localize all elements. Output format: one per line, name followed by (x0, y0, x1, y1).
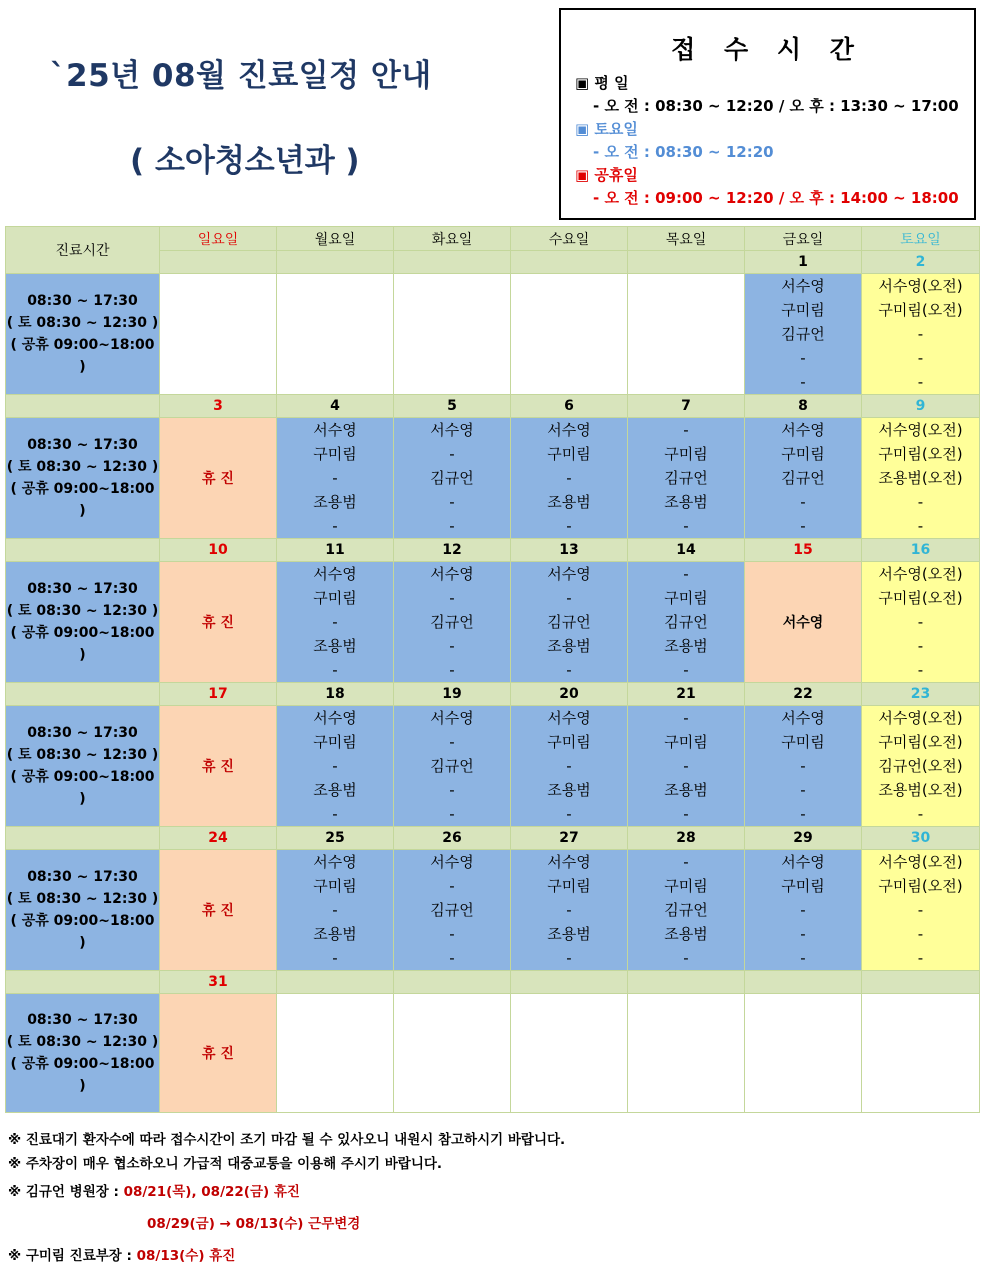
schedule-row (6, 706, 980, 827)
clinic-hours-line: ( 공휴 09:00~18:00 ) (10, 769, 155, 807)
doctor-entry: 서수영 (313, 421, 357, 439)
doctor-entry: - (683, 949, 689, 967)
doctor-entry: - (566, 469, 572, 487)
weekday-hours: - 오 전 : 08:30 ~ 12:20 / 오 후 : 13:30 ~ 17:00 (593, 97, 959, 115)
doctor-entry: - (566, 517, 572, 535)
date-cell (394, 971, 511, 994)
doctor-entry: 김규언 (664, 469, 708, 487)
clinic-hours-line: ( 공휴 09:00~18:00 ) (10, 1056, 155, 1094)
date-cell (628, 251, 745, 274)
date-cell: 26 (394, 827, 511, 850)
clinic-hours-cell (6, 994, 160, 1113)
doctor-entry: 구미림 (313, 445, 357, 463)
clinic-hours-line: ( 토 08:30 ~ 12:30 ) (6, 315, 159, 331)
day-schedule-cell (511, 562, 628, 683)
day-schedule-cell (628, 418, 745, 539)
doctor-entry: - (566, 757, 572, 775)
empty-day-cell (277, 274, 394, 395)
doctor-entry: - (683, 853, 689, 871)
clinic-hours-line: ( 토 08:30 ~ 12:30 ) (6, 891, 159, 907)
clinic-hours-line: ( 공휴 09:00~18:00 ) (10, 625, 155, 663)
doctor-entry: - (917, 949, 924, 967)
date-cell: 9 (862, 395, 980, 418)
doctor-entry: 서수영(오전) (878, 853, 963, 871)
date-cell (511, 251, 628, 274)
doctor-entry: - (566, 661, 572, 679)
doctor-entry: - (449, 949, 455, 967)
date-cell: 11 (277, 539, 394, 562)
date-cell: 2 (862, 251, 980, 274)
day-schedule-cell (277, 706, 394, 827)
doctor-entry: - (332, 757, 338, 775)
doctor-entry: 김규언 (781, 469, 825, 487)
doctor-entry: 조용범(오전) (878, 781, 963, 799)
day-schedule-cell (394, 706, 511, 827)
doctor-entry: - (449, 637, 455, 655)
doctor-entry: 조용범 (547, 925, 591, 943)
doctor-entry: 조용범 (313, 493, 357, 511)
doctor-entry: - (917, 901, 924, 919)
doctor-entry: 서수영 (547, 565, 591, 583)
date-cell: 24 (160, 827, 277, 850)
doctor-entry: 서수영 (781, 421, 825, 439)
doctor-entry: 구미림 (547, 733, 591, 751)
doctor-entry: - (449, 493, 455, 511)
doctor-entry: - (800, 373, 806, 391)
notice-gu (8, 1244, 235, 1264)
clinic-hours-cell (6, 562, 160, 683)
doctor-entry: - (449, 733, 455, 751)
date-cell: 20 (511, 683, 628, 706)
doctor-entry: - (917, 661, 924, 679)
day-header-saturday: 토요일 (862, 227, 980, 251)
doctor-entry: - (800, 949, 806, 967)
date-cell: 28 (628, 827, 745, 850)
clinic-hours-cell (6, 706, 160, 827)
doctor-entry: - (917, 637, 924, 655)
doctor-entry: 서수영(오전) (878, 565, 963, 583)
date-cell (628, 971, 745, 994)
doctor-entry: 김규언 (430, 901, 474, 919)
doctor-entry: 조용범 (547, 781, 591, 799)
doctor-entry: - (566, 589, 572, 607)
doctor-entry: 조용범 (313, 925, 357, 943)
doctor-entry: - (449, 925, 455, 943)
doctor-entry: 서수영 (781, 853, 825, 871)
schedule-row (6, 850, 980, 971)
date-cell: 3 (160, 395, 277, 418)
notice-director-label: ※ 김규언 병원장 : (8, 1184, 124, 1200)
day-schedule-cell (511, 850, 628, 971)
closed-day-cell: 휴 진 (160, 994, 277, 1113)
closed-day-cell: 휴 진 (160, 706, 277, 827)
doctor-entry: 서수영(오전) (878, 277, 963, 295)
doctor-entry: 서수영 (430, 421, 474, 439)
doctor-entry: 조용범 (313, 637, 357, 655)
day-header-friday: 금요일 (745, 227, 862, 251)
schedule-row (6, 274, 980, 395)
doctor-entry: - (917, 517, 924, 535)
day-schedule-cell (862, 850, 980, 971)
notice-gu-value: 08/13(수) 휴진 (136, 1248, 236, 1264)
date-cell: 15 (745, 539, 862, 562)
clinic-hours-line: ( 토 08:30 ~ 12:30 ) (6, 603, 159, 619)
empty-day-cell (862, 994, 980, 1113)
holiday-hours: - 오 전 : 09:00 ~ 12:20 / 오 후 : 14:00 ~ 18:00 (593, 189, 959, 207)
date-cell (394, 251, 511, 274)
doctor-entry: 서수영 (430, 565, 474, 583)
doctor-entry: 구미림(오전) (878, 733, 963, 751)
date-cell: 30 (862, 827, 980, 850)
doctor-entry: 서수영 (430, 853, 474, 871)
doctor-entry: - (683, 517, 689, 535)
doctor-entry: 서수영 (547, 421, 591, 439)
closed-day-cell: 휴 진 (160, 562, 277, 683)
doctor-entry: - (449, 661, 455, 679)
doctor-entry: 구미림(오전) (878, 589, 963, 607)
doctor-entry: - (332, 469, 338, 487)
doctor-entry: - (449, 805, 455, 823)
date-cell (160, 251, 277, 274)
date-cell: 31 (160, 971, 277, 994)
doctor-entry: - (683, 565, 689, 583)
date-cell: 17 (160, 683, 277, 706)
day-schedule-cell (394, 562, 511, 683)
date-row (6, 827, 980, 850)
doctor-entry: 구미림 (664, 877, 708, 895)
doctor-entry: - (800, 757, 806, 775)
day-schedule-cell (394, 850, 511, 971)
page-title: `25년 08월 진료일정 안내 (50, 58, 432, 94)
doctor-entry: 김규언 (664, 901, 708, 919)
clinic-hours-line: 08:30 ~ 17:30 (27, 581, 138, 597)
day-schedule-cell (862, 418, 980, 539)
clinic-hours-line: ( 토 08:30 ~ 12:30 ) (6, 747, 159, 763)
doctor-entry: 김규언 (430, 469, 474, 487)
date-cell (277, 251, 394, 274)
doctor-entry: 서수영(오전) (878, 709, 963, 727)
doctor-entry: - (917, 349, 924, 367)
day-schedule-cell (277, 850, 394, 971)
date-cell: 13 (511, 539, 628, 562)
time-spacer (6, 683, 160, 706)
empty-day-cell (394, 274, 511, 395)
date-cell: 23 (862, 683, 980, 706)
day-schedule-cell (628, 706, 745, 827)
date-cell: 19 (394, 683, 511, 706)
doctor-entry: 구미림 (781, 445, 825, 463)
doctor-entry: - (917, 493, 924, 511)
notice-gu-label: ※ 구미림 진료부장 : (8, 1248, 137, 1264)
date-cell: 21 (628, 683, 745, 706)
clinic-hours-line: 08:30 ~ 17:30 (27, 1012, 138, 1028)
doctor-entry: 조용범 (547, 493, 591, 511)
reception-title: 접 수 시 간 (671, 35, 864, 64)
doctor-entry: 구미림 (547, 445, 591, 463)
clinic-hours-line: ( 공휴 09:00~18:00 ) (10, 337, 155, 375)
doctor-entry: 구미림 (664, 733, 708, 751)
holiday-label: ▣ 공휴일 (575, 166, 638, 184)
doctor-entry: 서수영 (781, 277, 825, 295)
date-cell: 4 (277, 395, 394, 418)
doctor-entry: - (917, 373, 924, 391)
doctor-entry: - (332, 949, 338, 967)
doctor-entry: - (683, 805, 689, 823)
doctor-entry: 서수영 (547, 709, 591, 727)
day-schedule-cell (511, 418, 628, 539)
day-schedule-cell (745, 274, 862, 395)
doctor-entry: - (449, 445, 455, 463)
doctor-entry: 서수영 (547, 853, 591, 871)
empty-day-cell (745, 994, 862, 1113)
doctor-entry: 김규언 (430, 757, 474, 775)
doctor-entry: - (449, 589, 455, 607)
doctor-entry: 조용범 (664, 925, 708, 943)
reception-hours-box (559, 8, 976, 220)
time-spacer (6, 395, 160, 418)
doctor-entry: - (683, 661, 689, 679)
clinic-hours-line: 08:30 ~ 17:30 (27, 437, 138, 453)
clinic-hours-line: 08:30 ~ 17:30 (27, 725, 138, 741)
empty-day-cell (628, 274, 745, 395)
date-cell: 27 (511, 827, 628, 850)
doctor-entry: 김규언 (664, 613, 708, 631)
day-schedule-cell (628, 850, 745, 971)
doctor-entry: 구미림(오전) (878, 877, 963, 895)
doctor-entry: - (566, 901, 572, 919)
closed-day-cell: 휴 진 (160, 418, 277, 539)
doctor-entry: 구미림 (664, 589, 708, 607)
notice-director-change-value: 08/29(금) → 08/13(수) 근무변경 (147, 1216, 361, 1232)
date-row (6, 395, 980, 418)
empty-day-cell (277, 994, 394, 1113)
day-schedule-cell (862, 562, 980, 683)
clinic-hours-line: 08:30 ~ 17:30 (27, 869, 138, 885)
date-cell: 1 (745, 251, 862, 274)
notice-parking: ※ 주차장이 매우 협소하오니 가급적 대중교통을 이용해 주시기 바랍니다. (8, 1156, 443, 1172)
time-spacer (6, 827, 160, 850)
doctor-entry: - (332, 613, 338, 631)
closed-day-cell: 휴 진 (160, 850, 277, 971)
date-cell: 16 (862, 539, 980, 562)
day-header-thursday: 목요일 (628, 227, 745, 251)
empty-day-cell (511, 994, 628, 1113)
date-cell (862, 971, 980, 994)
doctor-entry: - (332, 517, 338, 535)
clinic-hours-line: ( 토 08:30 ~ 12:30 ) (6, 1034, 159, 1050)
doctor-entry: - (332, 661, 338, 679)
day-schedule-cell (277, 418, 394, 539)
doctor-entry: 조용범 (664, 637, 708, 655)
time-column-header: 진료시간 (6, 227, 160, 274)
doctor-entry: - (800, 517, 806, 535)
clinic-hours-line: 08:30 ~ 17:30 (27, 293, 138, 309)
doctor-entry: - (332, 805, 338, 823)
doctor-entry: 구미림 (313, 733, 357, 751)
day-schedule-cell (745, 418, 862, 539)
clinic-hours-cell (6, 274, 160, 395)
date-row (6, 971, 980, 994)
clinic-hours-line: ( 토 08:30 ~ 12:30 ) (6, 459, 159, 475)
schedule-row (6, 562, 980, 683)
notice-director-value: 08/21(목), 08/22(금) 휴진 (123, 1184, 300, 1200)
day-header-tuesday: 화요일 (394, 227, 511, 251)
schedule-row (6, 994, 980, 1113)
doctor-entry: - (683, 709, 689, 727)
saturday-label: ▣ 토요일 (575, 120, 638, 138)
doctor-entry: 구미림 (547, 877, 591, 895)
doctor-entry: - (917, 613, 924, 631)
doctor-entry: 서수영 (781, 709, 825, 727)
doctor-entry: 조용범 (664, 781, 708, 799)
doctor-entry: - (800, 781, 806, 799)
department-subtitle: ( 소아청소년과 ) (130, 143, 360, 179)
day-schedule-cell (745, 706, 862, 827)
doctor-entry: 구미림(오전) (878, 445, 963, 463)
doctor-entry: - (800, 493, 806, 511)
day-header-sunday: 일요일 (160, 227, 277, 251)
clinic-hours-line: ( 공휴 09:00~18:00 ) (10, 481, 155, 519)
day-header-wednesday: 수요일 (511, 227, 628, 251)
doctor-entry: 서수영 (313, 853, 357, 871)
date-cell: 5 (394, 395, 511, 418)
doctor-entry: 구미림 (781, 733, 825, 751)
date-cell (277, 971, 394, 994)
doctor-entry: - (449, 781, 455, 799)
doctor-entry: - (566, 805, 572, 823)
doctor-entry: 김규언 (781, 325, 825, 343)
doctor-entry: 서수영 (313, 709, 357, 727)
holiday-doctor-cell: 서수영 (745, 562, 862, 683)
empty-day-cell (160, 274, 277, 395)
empty-day-cell (394, 994, 511, 1113)
schedule-calendar (5, 226, 980, 1113)
notice-director (8, 1180, 300, 1200)
day-header-monday: 월요일 (277, 227, 394, 251)
saturday-hours: - 오 전 : 08:30 ~ 12:20 (593, 143, 774, 161)
day-schedule-cell (511, 706, 628, 827)
doctor-entry: - (800, 925, 806, 943)
doctor-entry: 구미림 (313, 589, 357, 607)
doctor-entry: - (332, 901, 338, 919)
doctor-entry: - (917, 805, 924, 823)
doctor-entry: 구미림 (781, 877, 825, 895)
date-cell: 22 (745, 683, 862, 706)
date-cell: 10 (160, 539, 277, 562)
doctor-entry: - (800, 901, 806, 919)
time-spacer (6, 539, 160, 562)
empty-day-cell (511, 274, 628, 395)
doctor-entry: 서수영 (430, 709, 474, 727)
doctor-entry: 김규언 (547, 613, 591, 631)
doctor-entry: 조용범 (547, 637, 591, 655)
doctor-entry: - (683, 421, 689, 439)
weekday-header-row (6, 227, 980, 251)
doctor-entry: 조용범(오전) (878, 469, 963, 487)
date-row (6, 683, 980, 706)
day-schedule-cell (862, 274, 980, 395)
doctor-entry: 김규언 (430, 613, 474, 631)
doctor-entry: - (566, 949, 572, 967)
weekday-label: ▣ 평 일 (575, 74, 629, 92)
clinic-hours-cell (6, 418, 160, 539)
day-schedule-cell (745, 850, 862, 971)
empty-day-cell (628, 994, 745, 1113)
doctor-entry: - (449, 517, 455, 535)
date-cell: 29 (745, 827, 862, 850)
date-cell: 12 (394, 539, 511, 562)
doctor-entry: - (800, 349, 806, 367)
doctor-entry: 서수영(오전) (878, 421, 963, 439)
doctor-entry: 구미림 (313, 877, 357, 895)
doctor-entry: - (917, 925, 924, 943)
date-cell (511, 971, 628, 994)
day-schedule-cell (277, 562, 394, 683)
doctor-entry: - (449, 877, 455, 895)
date-cell (745, 971, 862, 994)
date-cell: 6 (511, 395, 628, 418)
date-cell: 8 (745, 395, 862, 418)
day-schedule-cell (628, 562, 745, 683)
time-spacer (6, 971, 160, 994)
doctor-entry: - (683, 757, 689, 775)
day-schedule-cell (862, 706, 980, 827)
date-cell: 25 (277, 827, 394, 850)
day-schedule-cell (394, 418, 511, 539)
doctor-entry: 조용범 (664, 493, 708, 511)
doctor-entry: 구미림(오전) (878, 301, 963, 319)
doctor-entry: 서수영 (313, 565, 357, 583)
doctor-entry: 구미림 (781, 301, 825, 319)
date-cell: 7 (628, 395, 745, 418)
doctor-entry: - (800, 805, 806, 823)
date-cell: 14 (628, 539, 745, 562)
notice-waiting: ※ 진료대기 환자수에 따라 접수시간이 조기 마감 될 수 있사오니 내원시 참고하시기 바랍니다. (8, 1132, 566, 1148)
clinic-hours-line: ( 공휴 09:00~18:00 ) (10, 913, 155, 951)
doctor-entry: - (917, 325, 924, 343)
date-row (6, 539, 980, 562)
doctor-entry: 조용범 (313, 781, 357, 799)
clinic-hours-cell (6, 850, 160, 971)
notice-director-change (147, 1212, 360, 1232)
doctor-entry: 김규언(오전) (878, 757, 963, 775)
schedule-row (6, 418, 980, 539)
date-cell: 18 (277, 683, 394, 706)
doctor-entry: 구미림 (664, 445, 708, 463)
